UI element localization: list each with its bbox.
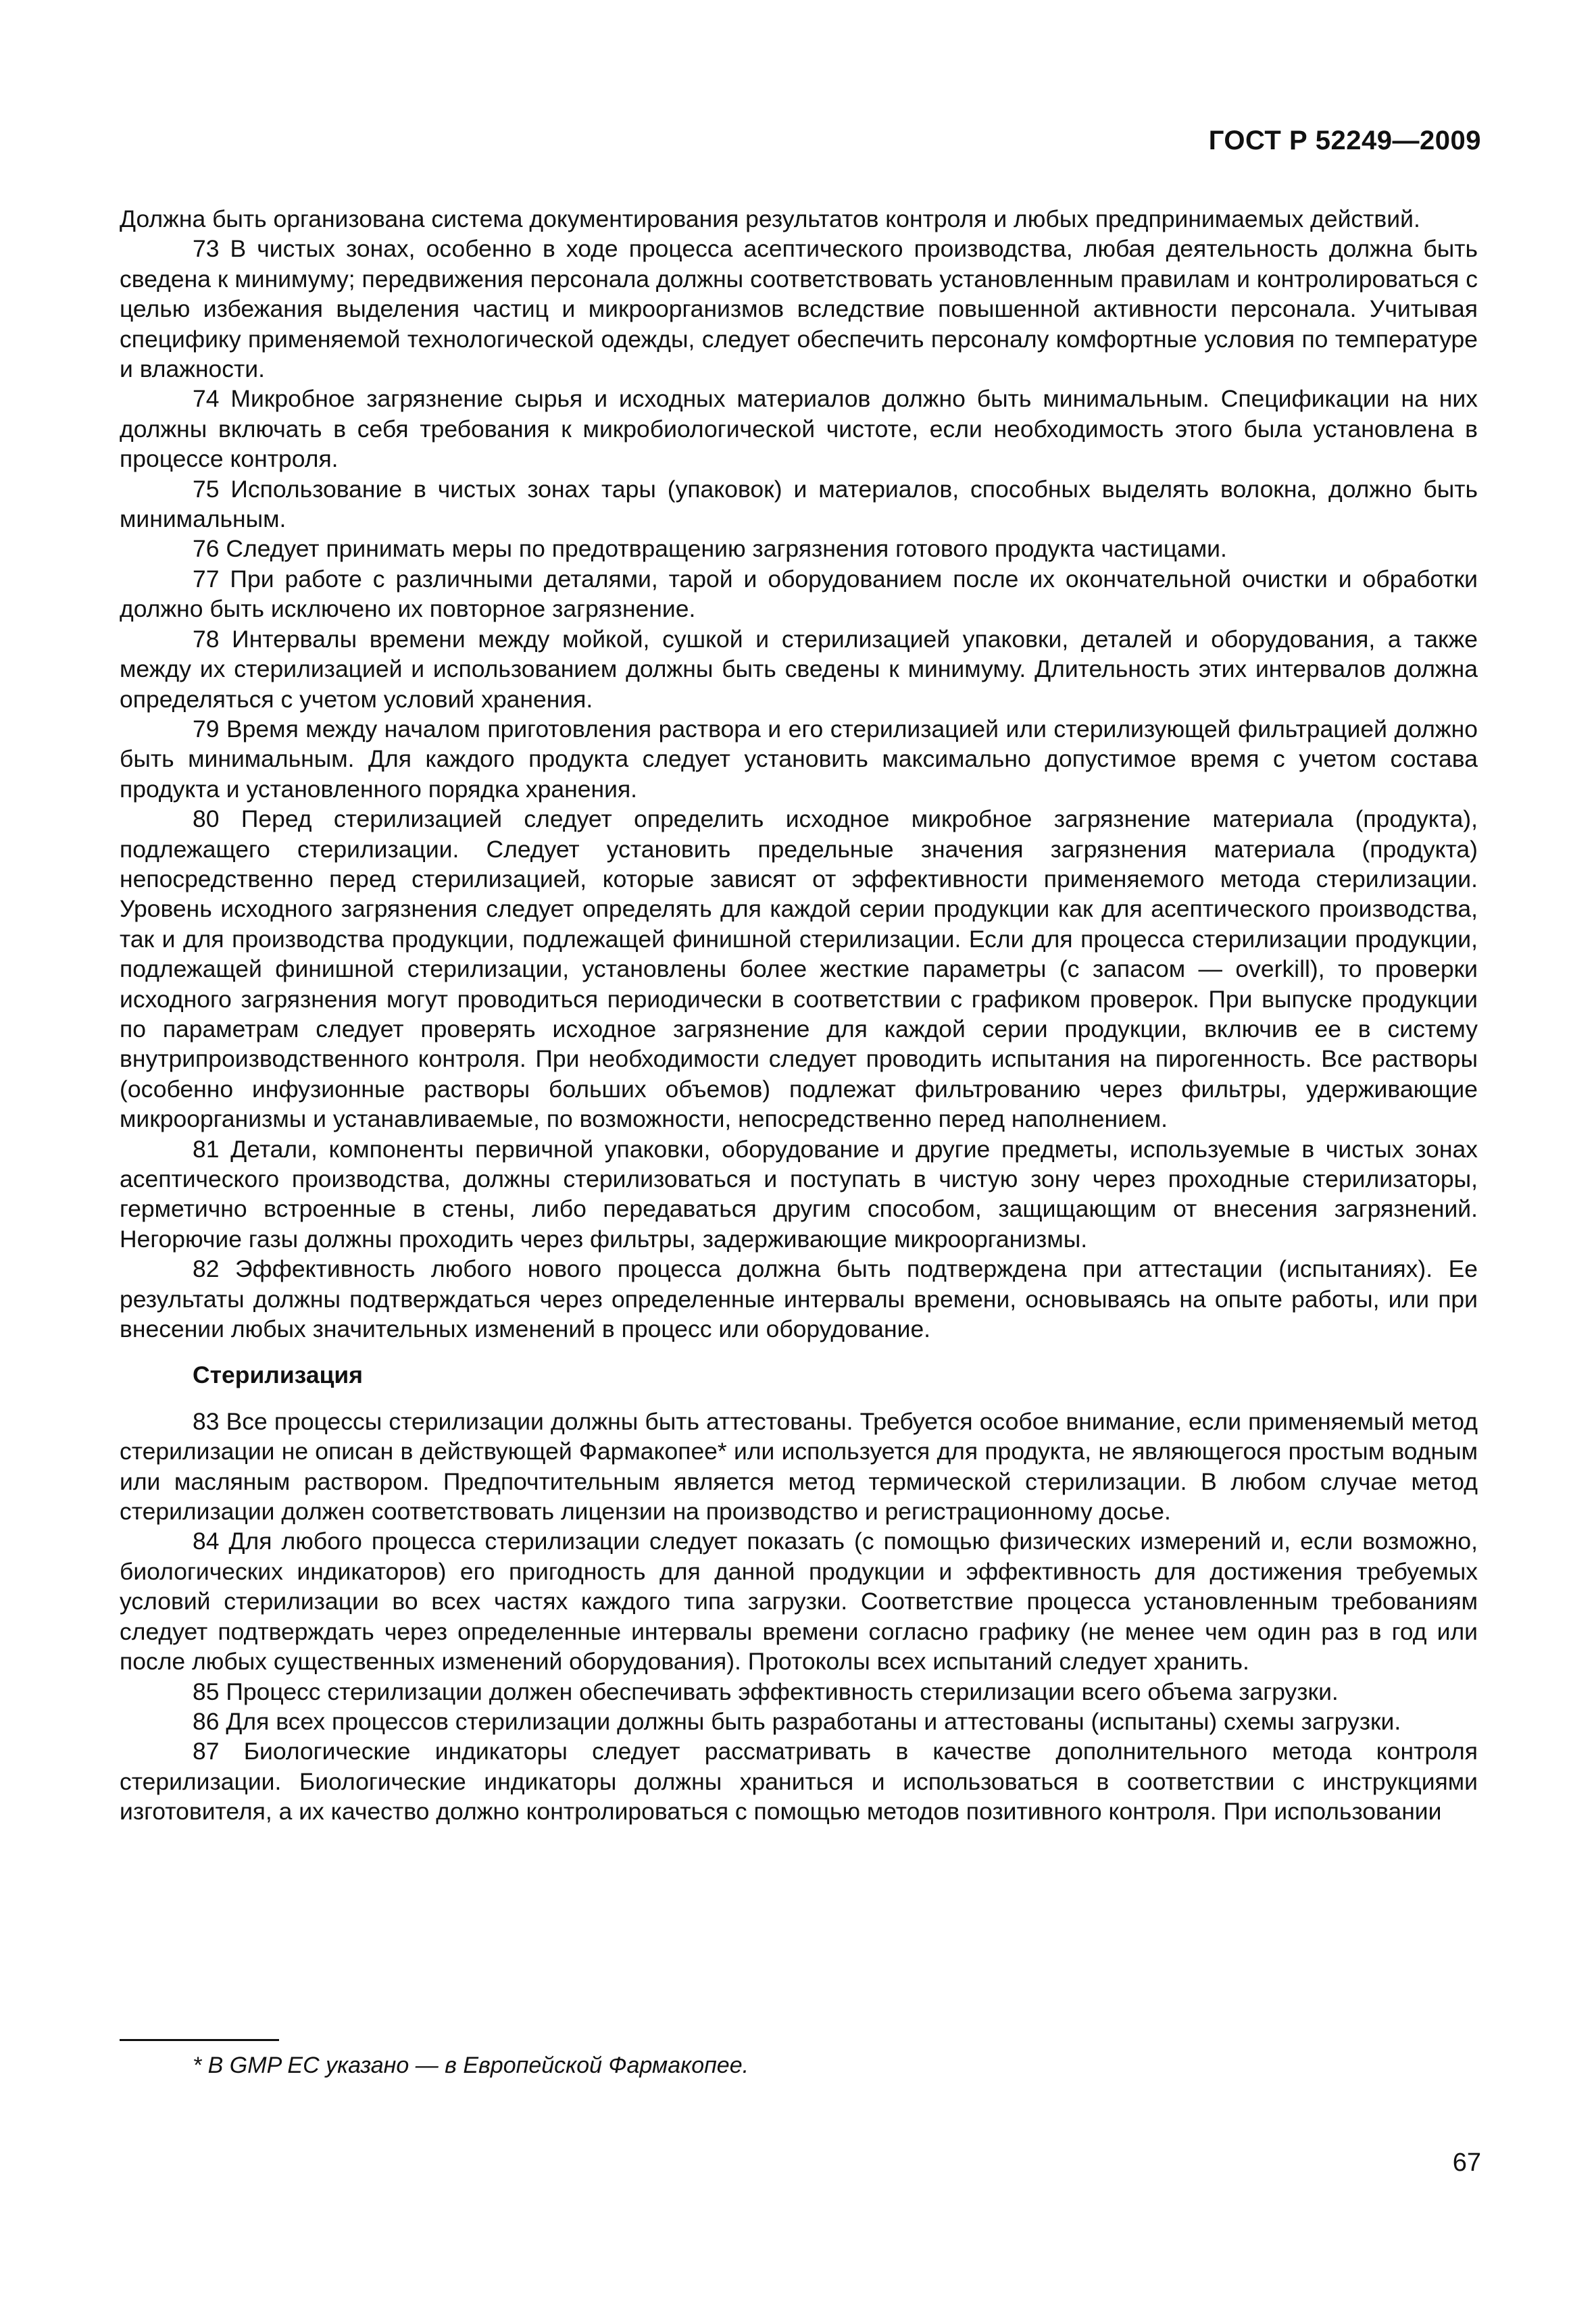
paragraph-84: 84 Для любого процесса стерилизации следует показать (с помощью физических измерений и, если возможно, биологических индикаторов) его пригодность для данной продукции и эффективность для достижения требуемых условий стерилизации во всех частях каждого типа загрузки. Соответствие процесса установленным требованиям следует подтверждать через определенные интервалы времени согласно графику (не менее чем один раз в год или после любых существенных изменений оборудования). Протоколы всех испытаний следует хранить.: [120, 1528, 1478, 1676]
paragraph-75: 75 Использование в чистых зонах тары (упаковок) и материалов, способных выделять волокна, должно быть минимальным.: [120, 475, 1478, 533]
paragraph-85: 85 Процесс стерилизации должен обеспечивать эффективность стерилизации всего объема загрузки.: [193, 1678, 1339, 1705]
document-body: [120, 204, 1478, 1827]
page-header: ГОСТ Р 52249—2009: [1208, 126, 1481, 155]
paragraph-77: 77 При работе с различными деталями, тарой и оборудованием после их окончательной очистки и обработки должно быть исключено их повторное загрязнение.: [120, 565, 1478, 623]
paragraph-86: 86 Для всех процессов стерилизации должны быть разработаны и аттестованы (испытаны) схемы загрузки.: [193, 1707, 1401, 1735]
paragraph-79: 79 Время между началом приготовления раствора и его стерилизацией или стерилизующей фильтрацией должно быть минимальным. Для каждого продукта следует установить максимально допустимое время с учетом состава продукта и установленного порядка хранения.: [120, 715, 1478, 803]
paragraph-81: 81 Детали, компоненты первичной упаковки, оборудование и другие предметы, используемые в чистых зонах асептического производства, должны стерилизоваться и поступать в чистую зону через проходные стерилизаторы, герметично встроенные в стены, либо передаваться другим способом, защищающим от внесения загрязнений. Негорючие газы должны проходить через фильтры, задерживающие микроорганизмы.: [120, 1135, 1478, 1253]
paragraph-87: 87 Биологические индикаторы следует рассматривать в качестве дополнительного метода контроля стерилизации. Биологические индикаторы должны храниться и использоваться в соответствии с инструкциями изготовителя, а их качество должно контролироваться с помощью методов позитивного контроля. При использовании: [120, 1738, 1478, 1826]
paragraph-continuation: Должна быть организована система документирования результатов контроля и любых предпринимаемых действий.: [120, 205, 1420, 232]
footnote: * В GMP ЕС указано — в Европейской Фармакопее.: [193, 2053, 749, 2078]
paragraph-82: 82 Эффективность любого нового процесса должна быть подтверждена при аттестации (испытаниях). Ее результаты должны подтверждаться через определенные интервалы времени, основываясь на опыте работы, или при внесении любых значительных изменений в процесс или оборудование.: [120, 1255, 1478, 1343]
paragraph-73: 73 В чистых зонах, особенно в ходе процесса асептического производства, любая деятельность должна быть сведена к минимуму; передвижения персонала должны соответствовать установленным правилам и контролироваться с целью избежания выделения частиц и микроорганизмов вследствие повышенной активности персонала. Учитывая специфику применяемой технологической одежды, следует обеспечить персоналу комфортные условия по температуре и влажности.: [120, 235, 1478, 383]
paragraph-80: 80 Перед стерилизацией следует определить исходное микробное загрязнение материала (продукта), подлежащего стерилизации. Следует установить предельные значения загрязнения материала (продукта) непосредственно перед стерилизацией, которые зависят от эффективности применяемого метода стерилизации. Уровень исходного загрязнения следует определять для каждой серии продукции как для асептического производства, так и для производства продукции, подлежащей финишной стерилизации. Если для процесса стерилизации продукции, подлежащей финишной стерилизации, установлены более жесткие параметры (с запасом — overkill), то проверки исходного загрязнения могут проводиться периодически в соответствии с графиком проверок. При выпуске продукции по параметрам следует проверять исходное загрязнение для каждой серии продукции, включив ее в систему внутрипроизводственного контроля. При необходимости следует проводить испытания на пирогенность. Все растворы (особенно инфузионные растворы больших объемов) подлежат фильтрованию через фильтры, удерживающие микроорганизмы и устанавливаемые, по возможности, непосредственно перед наполнением.: [120, 805, 1478, 1133]
paragraph-76: 76 Следует принимать меры по предотвращению загрязнения готового продукта частицами.: [193, 535, 1227, 563]
paragraph-83: 83 Все процессы стерилизации должны быть аттестованы. Требуется особое внимание, если применяемый метод стерилизации не описан в действующей Фармакопее* или используется для продукта, не являющегося простым водным или масляным раствором. Предпочтительным является метод термической стерилизации. В любом случае метод стерилизации должен соответствовать лицензии на производство и регистрационному досье.: [120, 1407, 1478, 1526]
footnote-divider: [120, 2039, 279, 2041]
paragraph-74: 74 Микробное загрязнение сырья и исходных материалов должно быть минимальным. Спецификации на них должны включать в себя требования к микробиологической чистоте, если необходимость этого была установлена в процессе контроля.: [120, 385, 1478, 473]
paragraph-78: 78 Интервалы времени между мойкой, сушкой и стерилизацией упаковки, деталей и оборудования, а также между их стерилизацией и использованием должны быть сведены к минимуму. Длительность этих интервалов должна определяться с учетом условий хранения.: [120, 625, 1478, 713]
section-heading: Стерилизация: [193, 1361, 363, 1389]
page-number: 67: [1452, 2148, 1481, 2177]
